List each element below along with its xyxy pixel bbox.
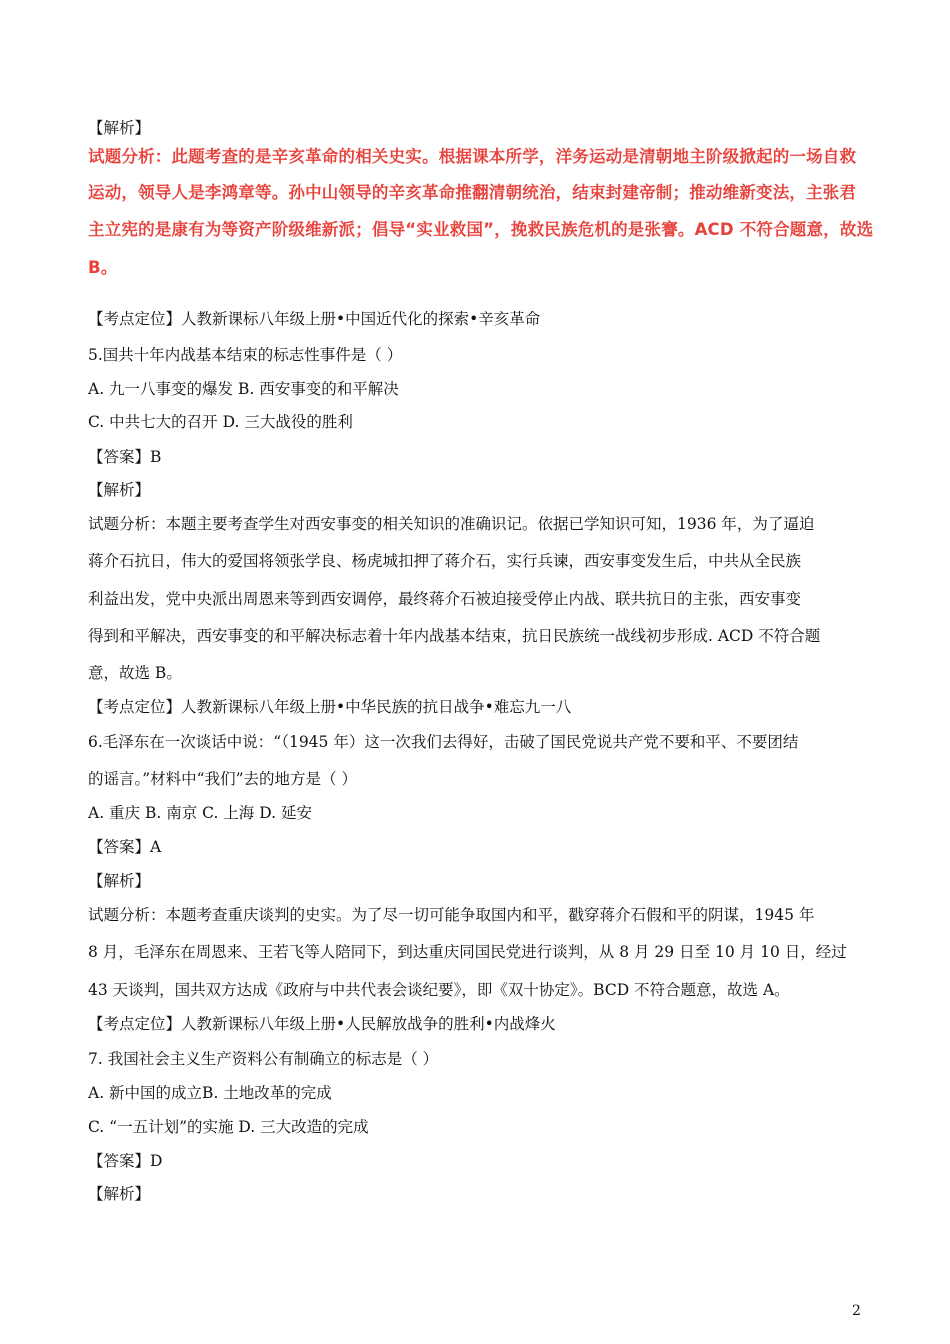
analysis-heading: 【解析】 bbox=[88, 872, 151, 890]
question-6: 6.毛泽东在一次谈话中说：“（1945 年）这一次我们去得好，击破了国民党说共产党不要和平、不要团结 bbox=[88, 733, 799, 751]
question-5-options-ab: A. 九一八事变的爆发 B. 西安事变的和平解决 bbox=[88, 380, 399, 398]
question-6-cont: 的谣言。”材料中“我们”去的地方是（ ） bbox=[88, 770, 357, 788]
analysis-text-line: B。 bbox=[88, 258, 118, 277]
topic-location: 【考点定位】人教新课标八年级上册•中国近代化的探索•辛亥革命 bbox=[88, 310, 541, 328]
analysis-text-line: 意，故选 B。 bbox=[88, 664, 182, 682]
answer-6: 【答案】A bbox=[88, 838, 162, 856]
analysis-text-line: 试题分析：本题考查重庆谈判的史实。为了尽一切可能争取国内和平，戳穿蒋介石假和平的阴谋，1945 年 bbox=[88, 906, 815, 924]
topic-location: 【考点定位】人教新课标八年级上册•人民解放战争的胜利•内战烽火 bbox=[88, 1015, 556, 1033]
analysis-text-line: 主立宪的是康有为等资产阶级维新派；倡导“实业救国”，挽救民族危机的是张謇。ACD 不符合题意，故选 bbox=[88, 220, 874, 239]
analysis-heading: 【解析】 bbox=[88, 481, 151, 499]
analysis-text-line: 利益出发，党中央派出周恩来等到西安调停，最终蒋介石被迫接受停止内战、联共抗日的主张，西安事变 bbox=[88, 590, 802, 608]
question-7: 7. 我国社会主义生产资料公有制确立的标志是（ ） bbox=[88, 1050, 439, 1068]
analysis-text-line: 8 月，毛泽东在周恩来、王若飞等人陪同下，到达重庆同国民党进行谈判，从 8 月 29 日至 10 月 10 日，经过 bbox=[88, 943, 847, 961]
analysis-heading: 【解析】 bbox=[88, 119, 151, 137]
topic-location: 【考点定位】人教新课标八年级上册•中华民族的抗日战争•难忘九一八 bbox=[88, 698, 572, 716]
page-number: 2 bbox=[852, 1303, 861, 1319]
analysis-text-line: 试题分析：本题主要考查学生对西安事变的相关知识的准确识记。依据已学知识可知，1936 年，为了逼迫 bbox=[88, 515, 815, 533]
analysis-text-line: 试题分析：此题考查的是辛亥革命的相关史实。根据课本所学，洋务运动是清朝地主阶级掀起的一场自救 bbox=[88, 147, 857, 166]
question-6-options: A. 重庆 B. 南京 C. 上海 D. 延安 bbox=[88, 804, 312, 822]
question-7-options-ab: A. 新中国的成立B. 土地改革的完成 bbox=[88, 1084, 332, 1102]
answer-5: 【答案】B bbox=[88, 448, 162, 466]
analysis-text-line: 运动，领导人是李鸿章等。孙中山领导的辛亥革命推翻清朝统治，结束封建帝制；推动维新变法，主张君 bbox=[88, 183, 857, 202]
analysis-text-line: 蒋介石抗日，伟大的爱国将领张学良、杨虎城扣押了蒋介石，实行兵谏，西安事变发生后，中共从全民族 bbox=[88, 552, 802, 570]
question-5-options-cd: C. 中共七大的召开 D. 三大战役的胜利 bbox=[88, 413, 353, 431]
question-7-options-cd: C. “一五计划”的实施 D. 三大改造的完成 bbox=[88, 1118, 369, 1136]
question-5: 5.国共十年内战基本结束的标志性事件是（ ） bbox=[88, 346, 403, 364]
analysis-text-line: 43 天谈判，国共双方达成《政府与中共代表会谈纪要》，即《双十协定》。BCD 不符合题意，故选 A。 bbox=[88, 981, 790, 999]
analysis-heading: 【解析】 bbox=[88, 1185, 151, 1203]
analysis-text-line: 得到和平解决，西安事变的和平解决标志着十年内战基本结束，抗日民族统一战线初步形成. ACD 不符合题 bbox=[88, 627, 821, 645]
answer-7: 【答案】D bbox=[88, 1152, 163, 1170]
